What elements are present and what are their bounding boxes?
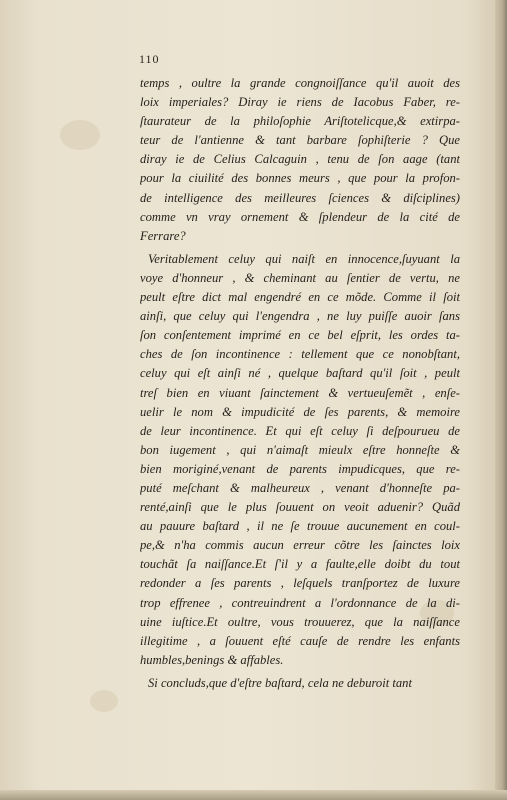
text-line: uelir le nom & impudicité de ſes parents, & memoire	[140, 404, 460, 419]
text-line: redonder a ſes parents , leſquels tranſportez de luxure	[140, 576, 460, 591]
text-line: ſon conſentement imprimé en ce bel eſprit, les ordes ta-	[140, 328, 460, 343]
paragraph	[140, 250, 460, 670]
paper-stain	[90, 690, 118, 712]
page-number: 110	[139, 52, 160, 66]
text-line: comme vn vray ornement & ſplendeur de la cité de	[140, 209, 460, 224]
text-line: bien moriginé,venant de parents impudicques, que re-	[140, 461, 460, 476]
paper-stain	[60, 120, 100, 150]
text-line: trop effrenee , contreuindrent a l'ordonnance de la di-	[140, 595, 460, 610]
text-line: Si concluds,que d'eſtre baſtard, cela ne deburoit tant	[148, 675, 412, 690]
text-line: temps , oultre la grande congnoiſſance qu'il auoit des	[140, 76, 460, 90]
text-line: celuy qui eſt ainſi né , quelque baſtard qu'il ſoit , peult	[140, 366, 460, 381]
text-line: de leur incontinence. Et qui eſt celuy ſi deſpourueu de	[140, 423, 460, 438]
body-text	[140, 74, 460, 693]
text-line: uine iuſtice.Et oultre, vous trouuerez, que la naiſſance	[140, 614, 460, 629]
page-edge-bottom	[0, 790, 507, 800]
text-line: bon iugement , qui n'aimaſt mieulx eſtre honneſte &	[140, 442, 460, 457]
text-line: Veritablement celuy qui naiſt en innocence,ſuyuant la	[148, 251, 460, 266]
text-line: voye d'honneur , & cheminant au ſentier de vertu, ne	[140, 270, 460, 285]
text-line: ſtaurateur de la philoſophie Ariſtotelicque,& extirpa-	[140, 114, 460, 129]
text-line: illegitime , a ſouuent eſté cauſe de rendre les enfants	[140, 633, 460, 648]
text-line: de intelligence des meilleures ſciences & diſciplines)	[140, 190, 460, 205]
page-edge-right	[495, 0, 507, 800]
paragraph	[140, 674, 460, 693]
text-line: treſ bien en viuant ſainctement & vertueuſemẽt , enſe-	[140, 385, 460, 400]
text-line: diray ie de Celius Calcaguin , tenu de ſon aage (tant	[140, 152, 460, 167]
paragraph	[140, 74, 460, 246]
text-line: loix imperiales? Diray ie riens de Iacobus Faber, re-	[140, 95, 460, 110]
text-line: ainſi, que celuy qui l'engendra , ne luy puiſſe auoir ſans	[140, 309, 460, 324]
text-line: ches de ſon incontinence : tellement que ce nonobſtant,	[140, 347, 460, 362]
text-line: pour la ciuilité des bonnes meurs , que pour la profon-	[140, 171, 460, 186]
text-line: teur de l'antienne & tant barbare ſophiſterie ? Que	[140, 133, 460, 148]
text-line: pe,& n'ha commis aucun erreur cõtre les ſainctes loix	[140, 538, 460, 553]
text-line: humbles,benings & affables.	[140, 652, 284, 667]
text-line: peult eſtre dict mal engendré en ce mõde. Comme il ſoit	[140, 290, 460, 305]
text-line: au pauure baſtard , il ne ſe trouue aucunement en coul-	[140, 519, 460, 534]
text-line: renté,ainſi que le plus ſouuent on veoit aduenir? Quãd	[140, 500, 460, 515]
text-line: puté meſchant & malheureux , venant d'honneſte pa-	[140, 480, 460, 495]
text-line: Ferrare?	[140, 228, 186, 243]
text-line: touchãt ſa naiſſance.Et ſ'il y a faulte,elle doibt du tout	[140, 557, 460, 572]
